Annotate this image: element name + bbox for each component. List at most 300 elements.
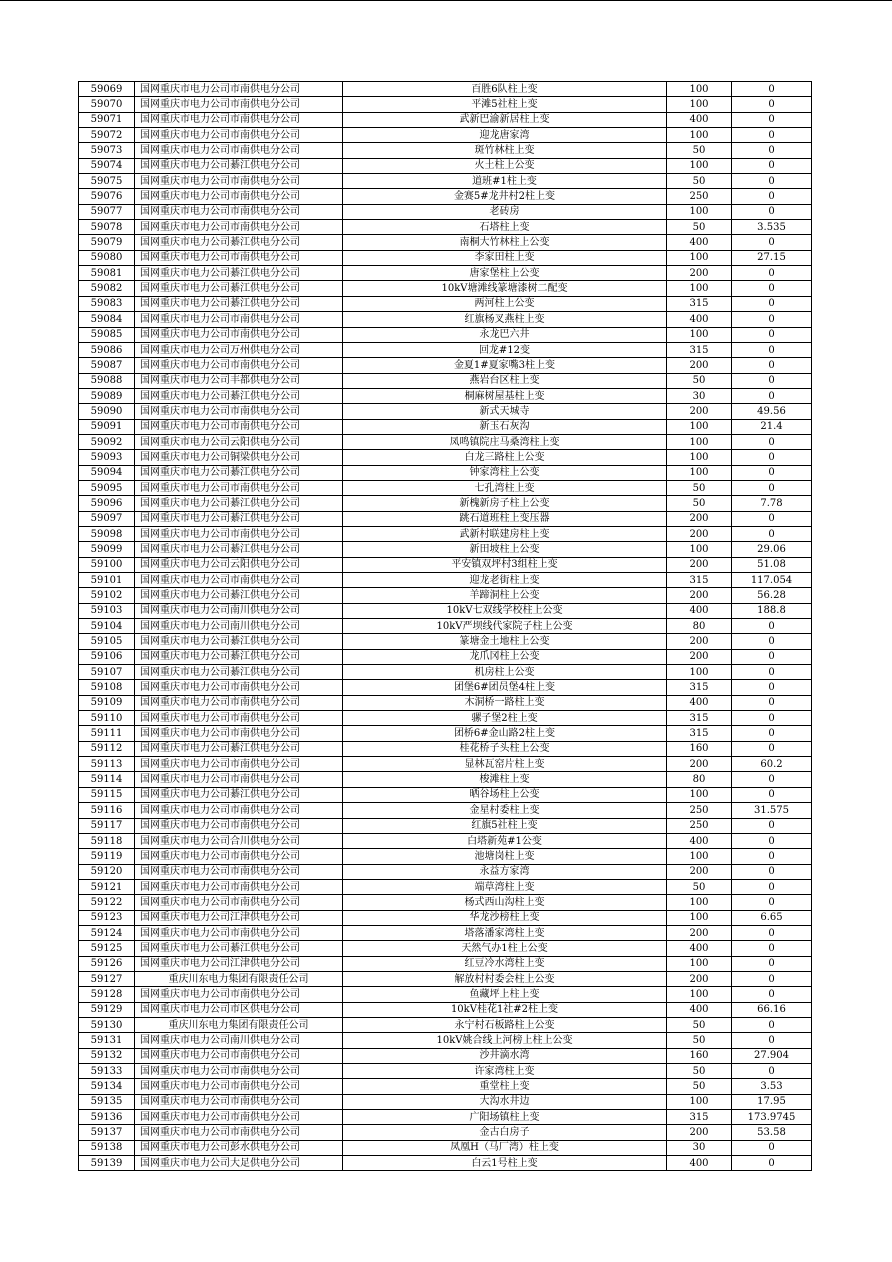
company-cell: 国网重庆市电力公司綦江供电分公司	[135, 634, 343, 649]
station-name-cell: 桐麻树屋基柱上变	[343, 388, 667, 403]
row-id-cell: 59071	[79, 112, 135, 127]
company-cell: 国网重庆市电力公司市南供电分公司	[135, 818, 343, 833]
company-cell: 国网重庆市电力公司市南供电分公司	[135, 1079, 343, 1094]
capacity-cell: 160	[667, 741, 732, 756]
capacity-cell: 200	[667, 358, 732, 373]
table-row	[79, 956, 812, 971]
station-name-cell: 华龙沙榜柱上变	[343, 910, 667, 925]
table-row	[79, 189, 812, 204]
table-row	[79, 250, 812, 265]
row-id-cell: 59113	[79, 757, 135, 772]
row-id-cell: 59102	[79, 588, 135, 603]
capacity-cell: 200	[667, 557, 732, 572]
table-row	[79, 174, 812, 189]
row-id-cell: 59134	[79, 1079, 135, 1094]
capacity-cell: 200	[667, 971, 732, 986]
company-cell: 国网重庆市电力公司合川供电分公司	[135, 833, 343, 848]
value-cell: 0	[732, 895, 812, 910]
value-cell: 173.9745	[732, 1110, 812, 1125]
station-name-cell: 平安镇双坪村3组柱上变	[343, 557, 667, 572]
company-cell: 国网重庆市电力公司市南供电分公司	[135, 419, 343, 434]
value-cell: 0	[732, 971, 812, 986]
capacity-cell: 200	[667, 649, 732, 664]
value-cell: 0	[732, 741, 812, 756]
company-cell: 国网重庆市电力公司市南供电分公司	[135, 711, 343, 726]
table-row	[79, 603, 812, 618]
row-id-cell: 59075	[79, 174, 135, 189]
station-name-cell: 篆塘金土地柱上公变	[343, 634, 667, 649]
company-cell: 国网重庆市电力公司綦江供电分公司	[135, 158, 343, 173]
capacity-cell: 200	[667, 864, 732, 879]
company-cell: 国网重庆市电力公司市南供电分公司	[135, 879, 343, 894]
row-id-cell: 59107	[79, 665, 135, 680]
value-cell: 0	[732, 879, 812, 894]
capacity-cell: 100	[667, 895, 732, 910]
company-cell: 国网重庆市电力公司市南供电分公司	[135, 772, 343, 787]
row-id-cell: 59119	[79, 849, 135, 864]
capacity-cell: 100	[667, 128, 732, 143]
company-cell: 国网重庆市电力公司丰都供电分公司	[135, 373, 343, 388]
company-cell: 国网重庆市电力公司云阳供电分公司	[135, 557, 343, 572]
value-cell: 29.06	[732, 542, 812, 557]
value-cell: 3.535	[732, 220, 812, 235]
company-cell: 重庆川东电力集团有限责任公司	[135, 971, 343, 986]
value-cell: 0	[732, 1033, 812, 1048]
capacity-cell: 315	[667, 1110, 732, 1125]
company-cell: 国网重庆市电力公司市南供电分公司	[135, 1048, 343, 1063]
station-name-cell: 机房柱上公变	[343, 665, 667, 680]
value-cell: 0	[732, 143, 812, 158]
capacity-cell: 315	[667, 711, 732, 726]
table-row	[79, 588, 812, 603]
station-name-cell: 钟家湾柱上公变	[343, 465, 667, 480]
station-name-cell: 池塘岗柱上变	[343, 849, 667, 864]
row-id-cell: 59131	[79, 1033, 135, 1048]
table-row	[79, 772, 812, 787]
capacity-cell: 160	[667, 1048, 732, 1063]
capacity-cell: 100	[667, 910, 732, 925]
company-cell: 国网重庆市电力公司綦江供电分公司	[135, 388, 343, 403]
table-row	[79, 526, 812, 541]
value-cell: 0	[732, 358, 812, 373]
value-cell: 21.4	[732, 419, 812, 434]
company-cell: 国网重庆市电力公司綦江供电分公司	[135, 665, 343, 680]
station-name-cell: 新玉石灰沟	[343, 419, 667, 434]
company-cell: 国网重庆市电力公司市南供电分公司	[135, 189, 343, 204]
row-id-cell: 59124	[79, 925, 135, 940]
company-cell: 国网重庆市电力公司市南供电分公司	[135, 220, 343, 235]
station-name-cell: 斑竹林柱上变	[343, 143, 667, 158]
row-id-cell: 59117	[79, 818, 135, 833]
row-id-cell: 59086	[79, 342, 135, 357]
table-row	[79, 741, 812, 756]
capacity-cell: 100	[667, 158, 732, 173]
capacity-cell: 50	[667, 174, 732, 189]
capacity-cell: 200	[667, 1125, 732, 1140]
company-cell: 国网重庆市电力公司市南供电分公司	[135, 1064, 343, 1079]
company-cell: 国网重庆市电力公司市南供电分公司	[135, 82, 343, 97]
table-row	[79, 404, 812, 419]
capacity-cell: 400	[667, 833, 732, 848]
value-cell: 0	[732, 296, 812, 311]
company-cell: 国网重庆市电力公司市南供电分公司	[135, 849, 343, 864]
row-id-cell: 59118	[79, 833, 135, 848]
station-name-cell: 解放村村委会柱上公变	[343, 971, 667, 986]
table-row	[79, 925, 812, 940]
table-row	[79, 1064, 812, 1079]
table-row	[79, 1002, 812, 1017]
company-cell: 国网重庆市电力公司市南供电分公司	[135, 204, 343, 219]
capacity-cell: 100	[667, 1094, 732, 1109]
row-id-cell: 59079	[79, 235, 135, 250]
row-id-cell: 59089	[79, 388, 135, 403]
company-cell: 国网重庆市电力公司市南供电分公司	[135, 1094, 343, 1109]
value-cell: 27.15	[732, 250, 812, 265]
company-cell: 国网重庆市电力公司万州供电分公司	[135, 342, 343, 357]
station-name-cell: 跳石道班柱上变压器	[343, 511, 667, 526]
row-id-cell: 59085	[79, 327, 135, 342]
row-id-cell: 59136	[79, 1110, 135, 1125]
station-name-cell: 金夏1#夏家嘴3柱上变	[343, 358, 667, 373]
table-row	[79, 1110, 812, 1125]
table-row	[79, 1094, 812, 1109]
row-id-cell: 59096	[79, 496, 135, 511]
company-cell: 重庆川东电力集团有限责任公司	[135, 1017, 343, 1032]
row-id-cell: 59101	[79, 573, 135, 588]
company-cell: 国网重庆市电力公司市南供电分公司	[135, 97, 343, 112]
table-row	[79, 480, 812, 495]
table-row	[79, 864, 812, 879]
page-top-rule	[0, 0, 892, 1]
table-row	[79, 312, 812, 327]
row-id-cell: 59125	[79, 941, 135, 956]
capacity-cell: 50	[667, 373, 732, 388]
capacity-cell: 50	[667, 879, 732, 894]
capacity-cell: 100	[667, 327, 732, 342]
capacity-cell: 100	[667, 787, 732, 802]
table-row	[79, 112, 812, 127]
row-id-cell: 59115	[79, 787, 135, 802]
row-id-cell: 59093	[79, 450, 135, 465]
company-cell: 国网重庆市电力公司市南供电分公司	[135, 128, 343, 143]
table-row	[79, 971, 812, 986]
station-name-cell: 金赛5#龙井村2柱上变	[343, 189, 667, 204]
table-row	[79, 220, 812, 235]
value-cell: 0	[732, 665, 812, 680]
company-cell: 国网重庆市电力公司綦江供电分公司	[135, 296, 343, 311]
value-cell: 0	[732, 818, 812, 833]
station-name-cell: 许家湾柱上变	[343, 1064, 667, 1079]
station-name-cell: 10kV塘滩线篆塘漆树二配变	[343, 281, 667, 296]
capacity-cell: 100	[667, 849, 732, 864]
row-id-cell: 59133	[79, 1064, 135, 1079]
value-cell: 188.8	[732, 603, 812, 618]
station-name-cell: 白塔新苑#1公变	[343, 833, 667, 848]
station-name-cell: 大沟水井边	[343, 1094, 667, 1109]
capacity-cell: 200	[667, 588, 732, 603]
table-row	[79, 941, 812, 956]
capacity-cell: 50	[667, 496, 732, 511]
row-id-cell: 59069	[79, 82, 135, 97]
capacity-cell: 400	[667, 603, 732, 618]
station-name-cell: 两河柱上公变	[343, 296, 667, 311]
row-id-cell: 59137	[79, 1125, 135, 1140]
value-cell: 0	[732, 772, 812, 787]
station-name-cell: 红旗5社柱上变	[343, 818, 667, 833]
company-cell: 国网重庆市电力公司市南供电分公司	[135, 112, 343, 127]
row-id-cell: 59091	[79, 419, 135, 434]
row-id-cell: 59074	[79, 158, 135, 173]
row-id-cell: 59126	[79, 956, 135, 971]
row-id-cell: 59100	[79, 557, 135, 572]
capacity-cell: 100	[667, 204, 732, 219]
company-cell: 国网重庆市电力公司綦江供电分公司	[135, 649, 343, 664]
station-name-cell: 燕岩台区柱上变	[343, 373, 667, 388]
row-id-cell: 59099	[79, 542, 135, 557]
station-name-cell: 白龙三路柱上公变	[343, 450, 667, 465]
station-name-cell: 武新村联建房柱上变	[343, 526, 667, 541]
table-row	[79, 373, 812, 388]
station-name-cell: 白云1号柱上变	[343, 1156, 667, 1171]
capacity-cell: 80	[667, 619, 732, 634]
row-id-cell: 59083	[79, 296, 135, 311]
table-row	[79, 895, 812, 910]
table-row	[79, 1048, 812, 1063]
station-name-cell: 骡子堡2柱上变	[343, 711, 667, 726]
value-cell: 0	[732, 956, 812, 971]
company-cell: 国网重庆市电力公司市南供电分公司	[135, 987, 343, 1002]
value-cell: 0	[732, 849, 812, 864]
capacity-cell: 50	[667, 1079, 732, 1094]
table-row	[79, 128, 812, 143]
value-cell: 17.95	[732, 1094, 812, 1109]
row-id-cell: 59081	[79, 266, 135, 281]
row-id-cell: 59078	[79, 220, 135, 235]
value-cell: 0	[732, 450, 812, 465]
station-name-cell: 迎龙唐家湾	[343, 128, 667, 143]
row-id-cell: 59135	[79, 1094, 135, 1109]
row-id-cell: 59070	[79, 97, 135, 112]
table-row	[79, 711, 812, 726]
row-id-cell: 59087	[79, 358, 135, 373]
company-cell: 国网重庆市电力公司市南供电分公司	[135, 757, 343, 772]
value-cell: 56.28	[732, 588, 812, 603]
row-id-cell: 59127	[79, 971, 135, 986]
capacity-cell: 400	[667, 235, 732, 250]
value-cell: 0	[732, 619, 812, 634]
value-cell: 0	[732, 82, 812, 97]
company-cell: 国网重庆市电力公司市南供电分公司	[135, 250, 343, 265]
station-name-cell: 塔落潘家湾柱上变	[343, 925, 667, 940]
value-cell: 0	[732, 941, 812, 956]
row-id-cell: 59121	[79, 879, 135, 894]
value-cell: 0	[732, 434, 812, 449]
company-cell: 国网重庆市电力公司市南供电分公司	[135, 1125, 343, 1140]
value-cell: 0	[732, 1140, 812, 1155]
value-cell: 0	[732, 266, 812, 281]
company-cell: 国网重庆市电力公司市南供电分公司	[135, 327, 343, 342]
company-cell: 国网重庆市电力公司南川供电分公司	[135, 619, 343, 634]
capacity-cell: 100	[667, 465, 732, 480]
station-name-cell: 红旗杨叉燕柱上变	[343, 312, 667, 327]
capacity-cell: 315	[667, 573, 732, 588]
capacity-cell: 100	[667, 281, 732, 296]
value-cell: 0	[732, 726, 812, 741]
company-cell: 国网重庆市电力公司綦江供电分公司	[135, 266, 343, 281]
capacity-cell: 315	[667, 726, 732, 741]
station-name-cell: 凤鸣镇院庄马桑湾柱上变	[343, 434, 667, 449]
company-cell: 国网重庆市电力公司市南供电分公司	[135, 925, 343, 940]
table-row	[79, 987, 812, 1002]
row-id-cell: 59138	[79, 1140, 135, 1155]
station-name-cell: 重堂柱上变	[343, 1079, 667, 1094]
station-name-cell: 杨式西山沟柱上变	[343, 895, 667, 910]
station-name-cell: 桂花桥子头柱上公变	[343, 741, 667, 756]
value-cell: 0	[732, 511, 812, 526]
table-row	[79, 266, 812, 281]
table-row	[79, 143, 812, 158]
table-row	[79, 833, 812, 848]
capacity-cell: 200	[667, 634, 732, 649]
row-id-cell: 59073	[79, 143, 135, 158]
company-cell: 国网重庆市电力公司南川供电分公司	[135, 1033, 343, 1048]
station-name-cell: 梭滩柱上变	[343, 772, 667, 787]
row-id-cell: 59130	[79, 1017, 135, 1032]
station-name-cell: 七孔湾柱上变	[343, 480, 667, 495]
company-cell: 国网重庆市电力公司彭水供电分公司	[135, 1140, 343, 1155]
value-cell: 0	[732, 342, 812, 357]
value-cell: 51.08	[732, 557, 812, 572]
station-name-cell: 永宁村石板路柱上公变	[343, 1017, 667, 1032]
station-name-cell: 金星村委柱上变	[343, 803, 667, 818]
company-cell: 国网重庆市电力公司市南供电分公司	[135, 526, 343, 541]
value-cell: 31.575	[732, 803, 812, 818]
station-name-cell: 李家田柱上变	[343, 250, 667, 265]
value-cell: 7.78	[732, 496, 812, 511]
capacity-cell: 315	[667, 680, 732, 695]
value-cell: 0	[732, 695, 812, 710]
value-cell: 0	[732, 526, 812, 541]
station-name-cell: 10kV姚合线上河榜上柱上公变	[343, 1033, 667, 1048]
value-cell: 0	[732, 864, 812, 879]
table-row	[79, 1156, 812, 1171]
station-name-cell: 沙井滴水湾	[343, 1048, 667, 1063]
table-row	[79, 695, 812, 710]
table-row	[79, 97, 812, 112]
capacity-cell: 50	[667, 220, 732, 235]
capacity-cell: 200	[667, 404, 732, 419]
capacity-cell: 400	[667, 312, 732, 327]
capacity-cell: 200	[667, 266, 732, 281]
table-row	[79, 542, 812, 557]
capacity-cell: 50	[667, 143, 732, 158]
table-row	[79, 342, 812, 357]
company-cell: 国网重庆市电力公司市南供电分公司	[135, 803, 343, 818]
row-id-cell: 59112	[79, 741, 135, 756]
station-name-cell: 迎龙老街柱上变	[343, 573, 667, 588]
row-id-cell: 59114	[79, 772, 135, 787]
table-row	[79, 358, 812, 373]
capacity-cell: 50	[667, 1033, 732, 1048]
station-name-cell: 道班#1柱上变	[343, 174, 667, 189]
capacity-cell: 200	[667, 757, 732, 772]
table-row	[79, 573, 812, 588]
company-cell: 国网重庆市电力公司綦江供电分公司	[135, 787, 343, 802]
table-row	[79, 1017, 812, 1032]
table-row	[79, 388, 812, 403]
capacity-cell: 30	[667, 1140, 732, 1155]
table-row	[79, 1033, 812, 1048]
row-id-cell: 59104	[79, 619, 135, 634]
station-name-cell: 火土柱上公变	[343, 158, 667, 173]
capacity-cell: 100	[667, 419, 732, 434]
row-id-cell: 59090	[79, 404, 135, 419]
table-row	[79, 726, 812, 741]
capacity-cell: 250	[667, 189, 732, 204]
value-cell: 0	[732, 97, 812, 112]
value-cell: 0	[732, 281, 812, 296]
station-name-cell: 百胜6队柱上变	[343, 82, 667, 97]
value-cell: 0	[732, 112, 812, 127]
capacity-cell: 100	[667, 434, 732, 449]
row-id-cell: 59128	[79, 987, 135, 1002]
table-row	[79, 511, 812, 526]
capacity-cell: 50	[667, 1064, 732, 1079]
capacity-cell: 400	[667, 941, 732, 956]
table-row	[79, 434, 812, 449]
table-row	[79, 419, 812, 434]
station-name-cell: 唐家堡柱上公变	[343, 266, 667, 281]
company-cell: 国网重庆市电力公司铜梁供电分公司	[135, 450, 343, 465]
company-cell: 国网重庆市电力公司綦江供电分公司	[135, 588, 343, 603]
station-name-cell: 10kV桂花1社#2柱上变	[343, 1002, 667, 1017]
company-cell: 国网重庆市电力公司綦江供电分公司	[135, 741, 343, 756]
row-id-cell: 59097	[79, 511, 135, 526]
row-id-cell: 59111	[79, 726, 135, 741]
row-id-cell: 59132	[79, 1048, 135, 1063]
capacity-cell: 315	[667, 296, 732, 311]
row-id-cell: 59098	[79, 526, 135, 541]
station-name-cell: 木洞桥一路柱上变	[343, 695, 667, 710]
row-id-cell: 59120	[79, 864, 135, 879]
table-row	[79, 818, 812, 833]
row-id-cell: 59110	[79, 711, 135, 726]
capacity-cell: 100	[667, 542, 732, 557]
row-id-cell: 59139	[79, 1156, 135, 1171]
company-cell: 国网重庆市电力公司市南供电分公司	[135, 573, 343, 588]
table-row	[79, 281, 812, 296]
table-row	[79, 158, 812, 173]
row-id-cell: 59116	[79, 803, 135, 818]
table-row	[79, 235, 812, 250]
station-name-cell: 团桥6#金山路2柱上变	[343, 726, 667, 741]
value-cell: 66.16	[732, 1002, 812, 1017]
capacity-cell: 400	[667, 112, 732, 127]
value-cell: 0	[732, 987, 812, 1002]
value-cell: 0	[732, 711, 812, 726]
company-cell: 国网重庆市电力公司綦江供电分公司	[135, 542, 343, 557]
table-row	[79, 496, 812, 511]
capacity-cell: 200	[667, 511, 732, 526]
company-cell: 国网重庆市电力公司市区供电分公司	[135, 1002, 343, 1017]
station-name-cell: 永益方家湾	[343, 864, 667, 879]
table-row	[79, 619, 812, 634]
station-name-cell: 南桐大竹林柱上公变	[343, 235, 667, 250]
row-id-cell: 59076	[79, 189, 135, 204]
station-name-cell: 凤凰H（马厂湾）柱上变	[343, 1140, 667, 1155]
company-cell: 国网重庆市电力公司江津供电分公司	[135, 910, 343, 925]
company-cell: 国网重庆市电力公司云阳供电分公司	[135, 434, 343, 449]
